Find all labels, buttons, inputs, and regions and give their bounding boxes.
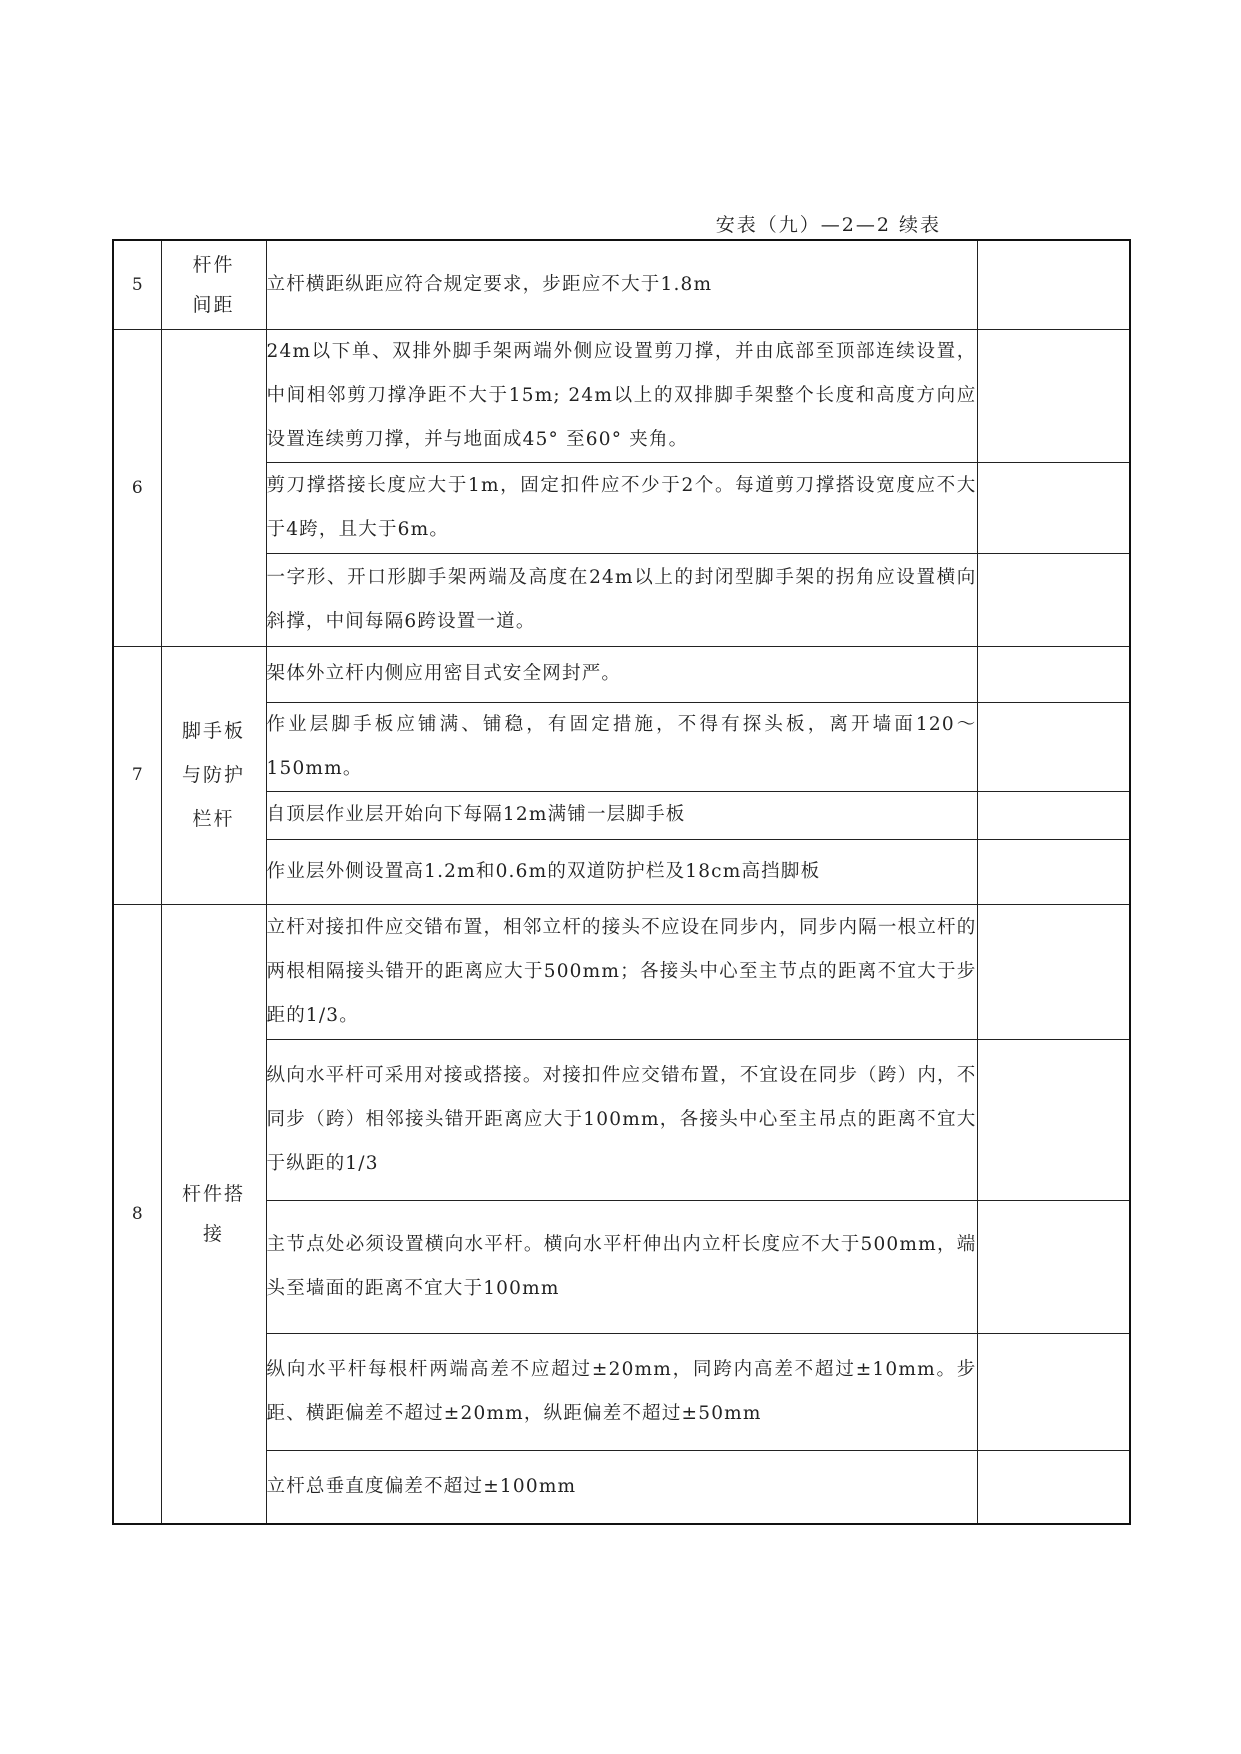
row-item: 架体外立杆内侧应用密目式安全网封严。 [266,646,977,702]
row-item: 一字形、开口形脚手架两端及高度在24m以上的封闭型脚手架的拐角应设置横向斜撑，中间每隔6跨设置一道。 [266,553,977,646]
table-row [113,1200,1130,1333]
check-cell [977,839,1130,904]
row-number: 6 [113,329,161,646]
row-item: 自顶层作业层开始向下每隔12m满铺一层脚手板 [266,791,977,839]
table-row [113,329,1130,462]
check-cell [977,1333,1130,1450]
check-cell [977,553,1130,646]
check-cell [977,240,1130,329]
row-item: 作业层外侧设置高1.2m和0.6m的双道防护栏及18cm高挡脚板 [266,839,977,904]
table-row [113,791,1130,839]
table-row [113,1450,1130,1524]
table-caption: 安表（九）—2—2 续表 [715,214,941,236]
check-cell [977,702,1130,791]
check-cell [977,904,1130,1039]
row-item: 纵向水平杆每根杆两端高差不应超过±20mm，同跨内高差不超过±10mm。步距、横距偏差不超过±20mm，纵距偏差不超过±50mm [266,1333,977,1450]
row-item: 剪刀撑搭接长度应大于1m，固定扣件应不少于2个。每道剪刀撑搭设宽度应不大于4跨，且大于6m。 [266,462,977,553]
row-category: 脚手板 与防护 栏杆 [161,646,266,904]
check-cell [977,329,1130,462]
table-row [113,1333,1130,1450]
row-item: 立杆横距纵距应符合规定要求，步距应不大于1.8m [266,240,977,329]
row-item: 立杆对接扣件应交错布置，相邻立杆的接头不应设在同步内，同步内隔一根立杆的两根相隔接头错开的距离应大于500mm；各接头中心至主节点的距离不宜大于步距的1/3。 [266,904,977,1039]
table-row [113,702,1130,791]
inspection-table [112,239,1131,1525]
table-row [113,646,1130,702]
check-cell [977,1450,1130,1524]
table-row [113,553,1130,646]
row-item: 纵向水平杆可采用对接或搭接。对接扣件应交错布置，不宜设在同步（跨）内，不同步（跨）相邻接头错开距离应大于100mm，各接头中心至主吊点的距离不宜大于纵距的1/3 [266,1039,977,1200]
row-item: 立杆总垂直度偏差不超过±100mm [266,1450,977,1524]
row-category: 杆件搭 接 [161,904,266,1524]
check-cell [977,791,1130,839]
check-cell [977,1039,1130,1200]
table-row [113,904,1130,1039]
check-cell [977,646,1130,702]
row-item: 24m以下单、双排外脚手架两端外侧应设置剪刀撑，并由底部至顶部连续设置，中间相邻剪刀撑净距不大于15m; 24m以上的双排脚手架整个长度和高度方向应设置连续剪刀撑，并与地面成45° 至60° 夹角。 [266,329,977,462]
check-cell [977,1200,1130,1333]
table-row [113,240,1130,329]
table-row [113,462,1130,553]
table-row [113,839,1130,904]
row-item: 作业层脚手板应铺满、铺稳，有固定措施，不得有探头板，离开墙面120～150mm。 [266,702,977,791]
row-item: 主节点处必须设置横向水平杆。横向水平杆伸出内立杆长度应不大于500mm，端头至墙面的距离不宜大于100mm [266,1200,977,1333]
row-category [161,329,266,646]
check-cell [977,462,1130,553]
row-number: 7 [113,646,161,904]
row-category: 杆件 间距 [161,240,266,329]
row-number: 5 [113,240,161,329]
row-number: 8 [113,904,161,1524]
table-row [113,1039,1130,1200]
